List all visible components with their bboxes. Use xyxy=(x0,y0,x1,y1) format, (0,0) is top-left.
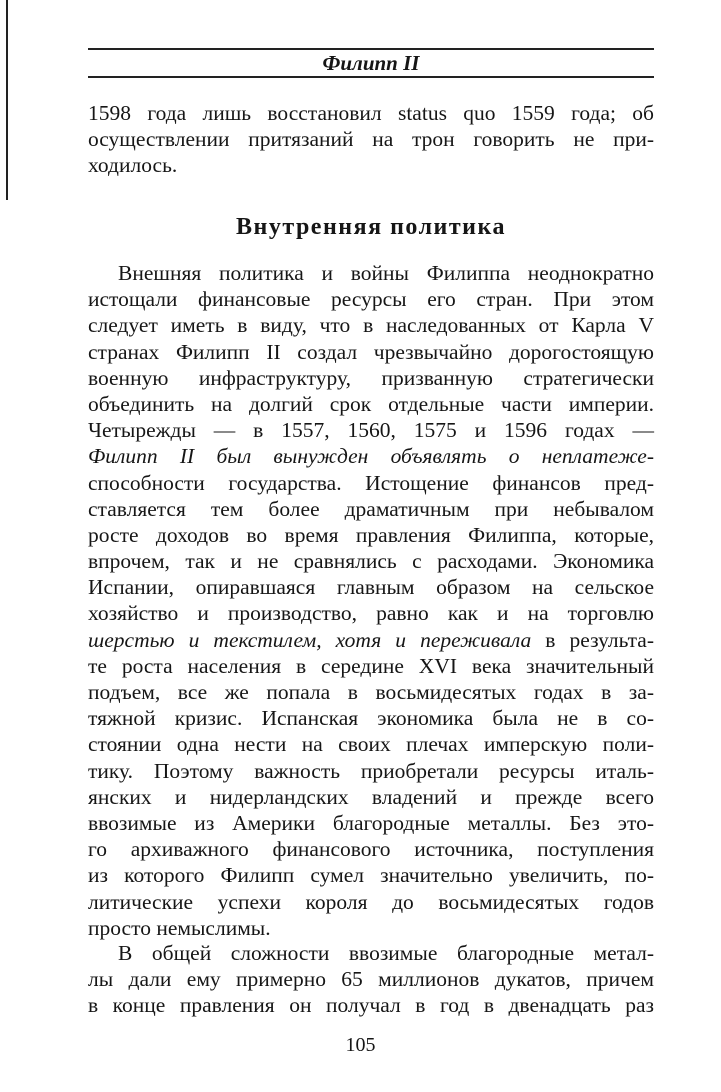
text-line: Четырежды — в 1557, 1560, 1575 и 1596 годах — xyxy=(88,418,654,443)
text-line-italic: Филипп II был вынужден объявлять о неплатеже- xyxy=(88,444,654,469)
intro-paragraph xyxy=(88,100,654,179)
text-line: Внешняя политика и войны Филиппа неоднократно xyxy=(118,261,654,285)
italic-fragment: хотя и переживала xyxy=(321,627,532,652)
text-fragment: в результа- xyxy=(531,627,654,652)
text-line: подъем, все же попала в восьмидесятых годах в за- xyxy=(88,680,654,704)
running-header-title: Филипп II xyxy=(322,51,420,75)
text-line: ходилось. xyxy=(88,153,178,178)
text-line: истощали финансовые ресурсы его стран. При этом xyxy=(88,287,654,312)
text-line: способности государства. Истощение финансов пред- xyxy=(88,470,654,495)
main-paragraph xyxy=(88,260,654,941)
text-line: следует иметь в виду, что в наследованных от Карла V xyxy=(88,313,654,338)
page-number: 105 xyxy=(345,1034,376,1056)
text-line: В общей сложности ввозимые благородные метал- xyxy=(118,941,654,965)
running-header xyxy=(88,48,654,78)
section-heading: Внутренняя политика xyxy=(236,214,506,240)
text-line: в конце правления он получал в год в двенадцать раз xyxy=(88,993,654,1018)
text-line: осуществлении притязаний на трон говорить не при- xyxy=(88,127,654,152)
italic-fragment: шерстью и текстилем, xyxy=(88,627,322,652)
text-line: ввозимые из Америки благородные металлы. Без это- xyxy=(88,810,654,835)
page-binding-edge xyxy=(6,0,8,200)
text-line-mixed xyxy=(88,627,654,653)
text-line: янских и нидерландских владений и прежде всего xyxy=(88,784,654,809)
text-line: ставляется тем более драматичным при небывалом xyxy=(88,496,654,521)
text-line: тику. Поэтому важность приобретали ресурсы италь- xyxy=(88,758,654,783)
text-line: просто немыслимы. xyxy=(88,915,271,940)
text-line: литические успехи короля до восьмидесятых годов xyxy=(88,889,654,914)
text-line: хозяйство и производство, равно как и на торговлю xyxy=(88,601,654,626)
second-paragraph xyxy=(88,940,654,1019)
text-line: из которого Филипп сумел значительно увеличить, по- xyxy=(88,863,654,888)
text-line: те роста населения в середине XVI века значительный xyxy=(88,653,654,678)
text-line: го архиважного финансового источника, поступления xyxy=(88,837,654,862)
text-line: стоянии одна нести на своих плечах имперскую поли- xyxy=(88,732,654,757)
header-bottom-rule xyxy=(88,76,654,78)
text-line: военную инфраструктуру, призванную стратегически xyxy=(88,365,654,390)
text-line: объединить на долгий срок отдельные части империи. xyxy=(88,391,654,416)
text-line: росте доходов во время правления Филиппа, которые, xyxy=(88,522,654,547)
text-line: странах Филипп II создал чрезвычайно дорогостоящую xyxy=(88,339,654,364)
text-line: 1598 года лишь восстановил status quo 1559 года; об xyxy=(88,101,654,125)
text-line: Испании, опиравшаяся главным образом на сельское xyxy=(88,575,654,600)
text-line: тяжной кризис. Испанская экономика была не в со- xyxy=(88,706,654,731)
text-line: лы дали ему примерно 65 миллионов дукатов, причем xyxy=(88,967,654,992)
text-line: впрочем, так и не сравнялись с расходами. Экономика xyxy=(88,549,654,574)
